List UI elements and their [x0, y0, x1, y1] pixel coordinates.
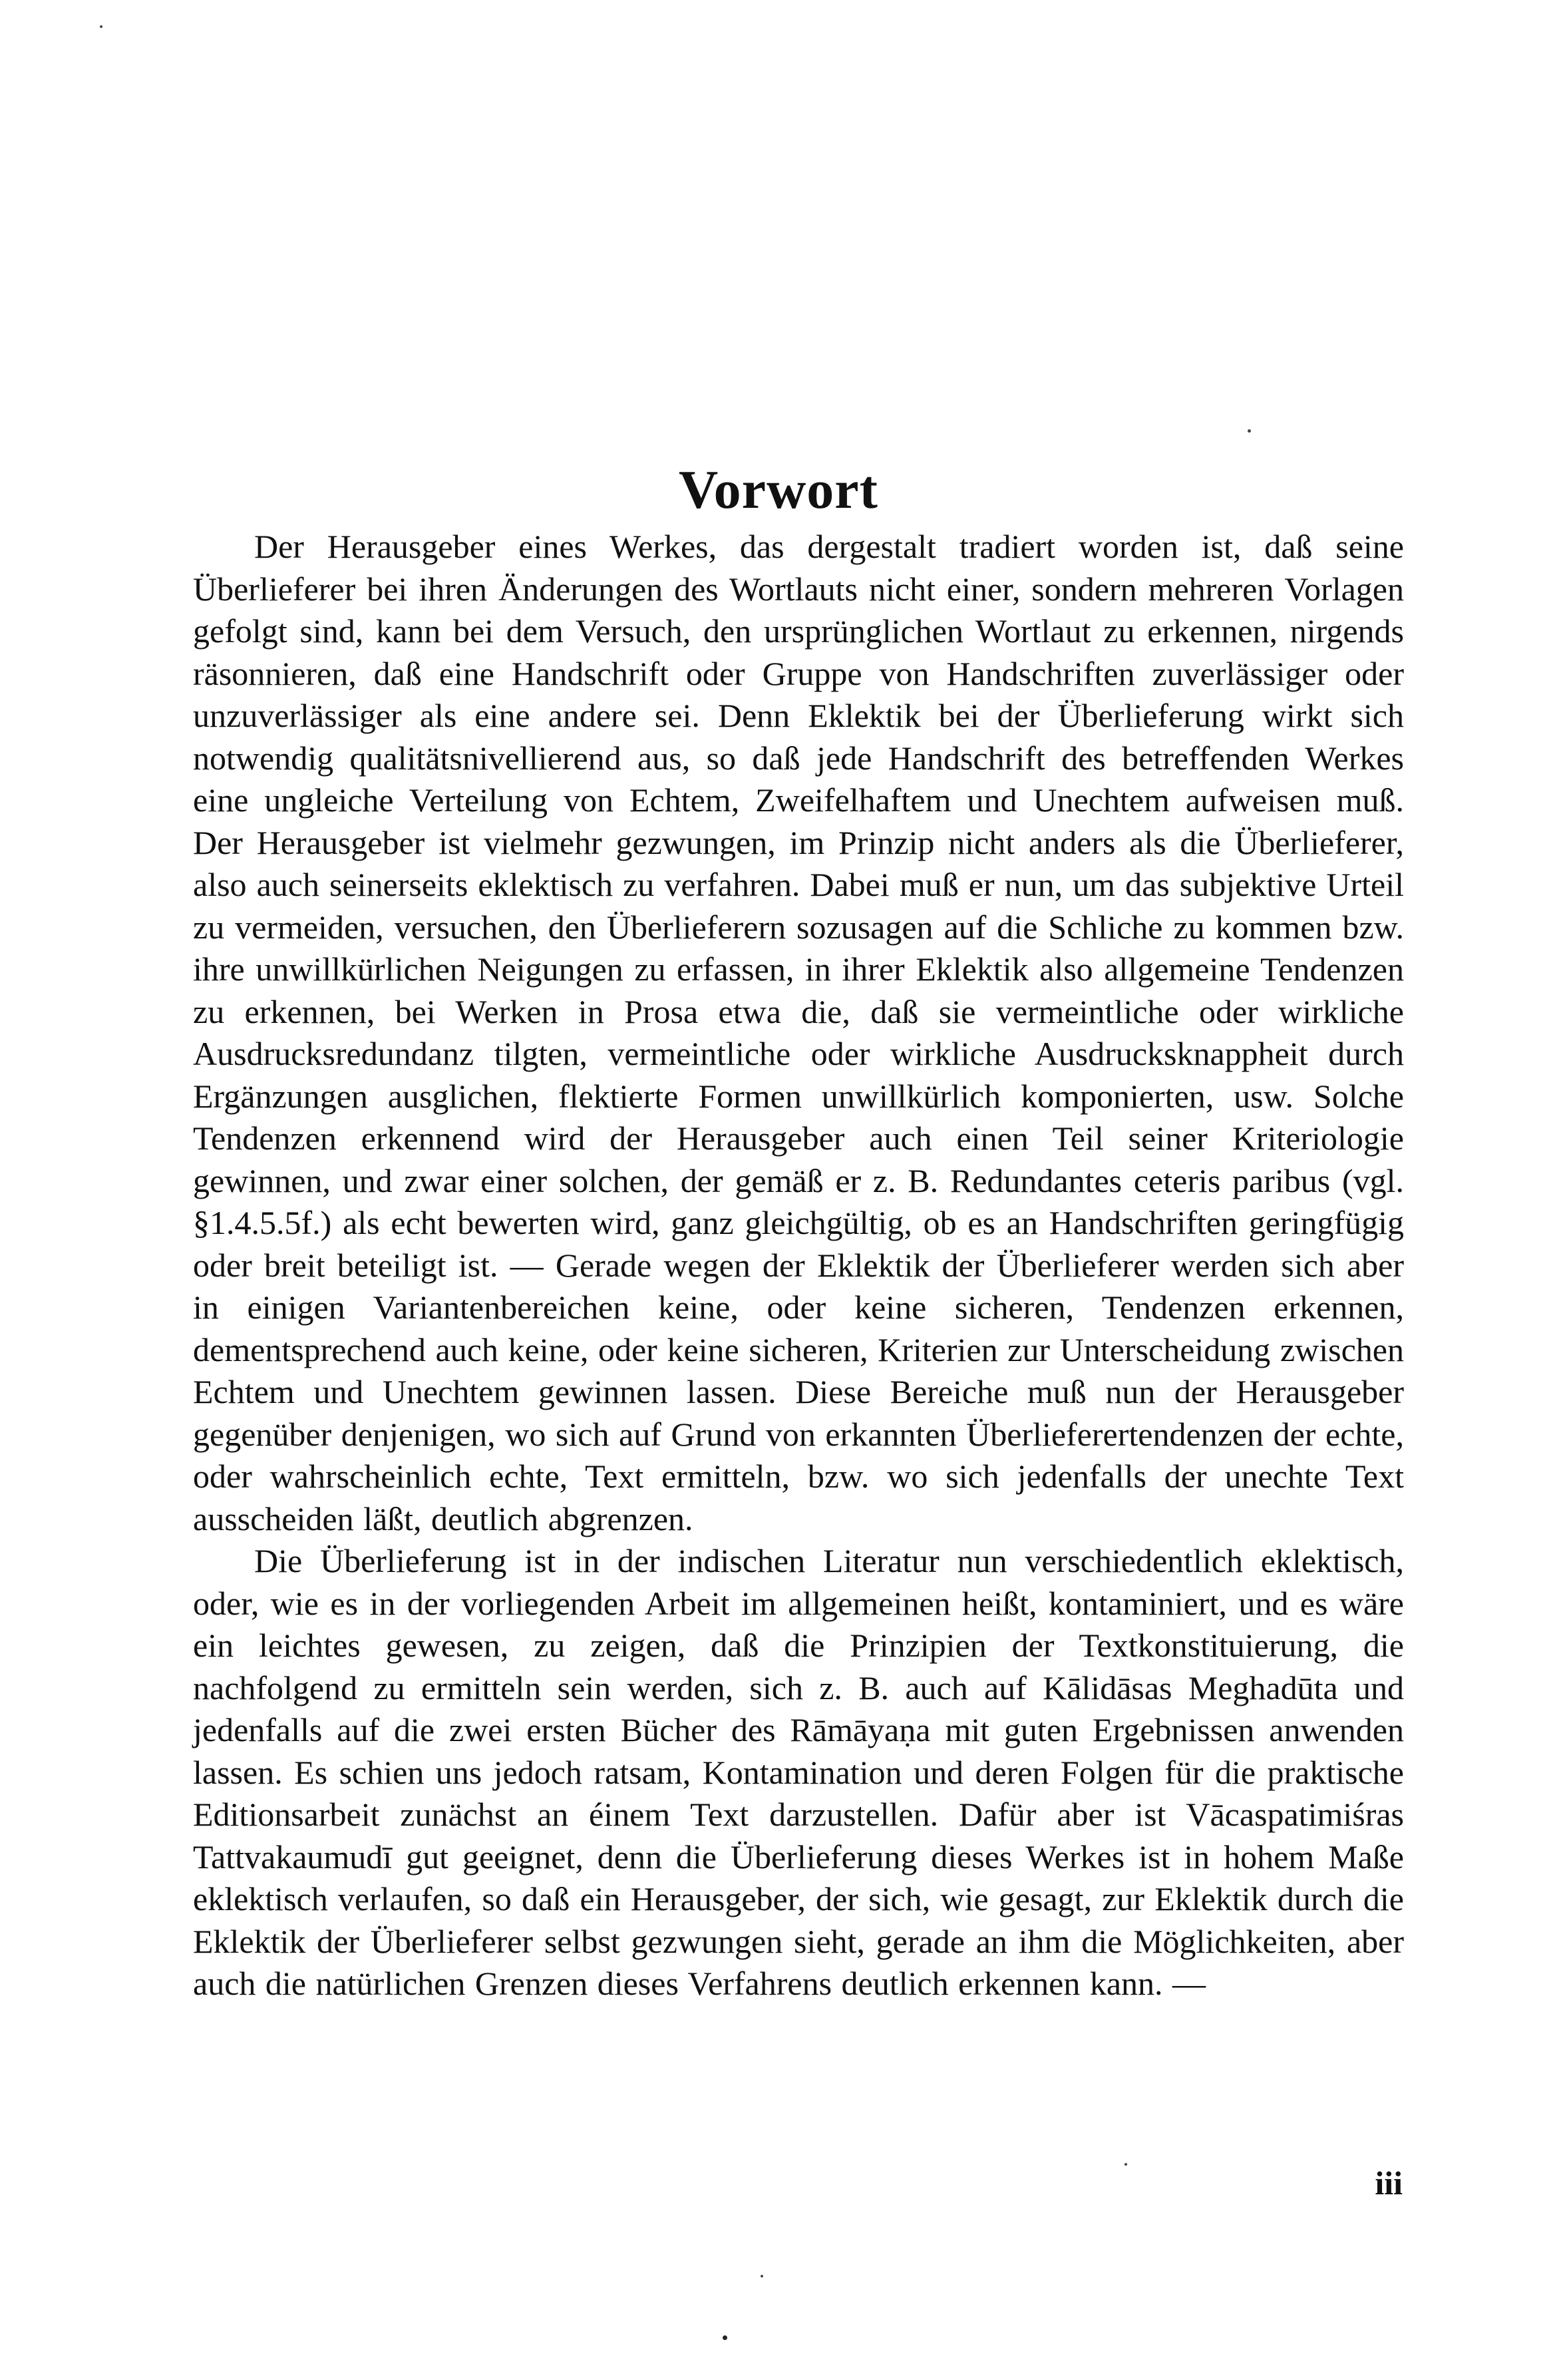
paragraph: Die Überlieferung ist in der indischen Literatur nun verschiedentlich eklektisch, oder, wie es in der vorliegenden Arbeit im allgemeinen heißt, kontaminiert, und es wäre ein leichtes gewesen, zu zeigen, daß die Prinzipien der Textkonstituierung, die nachfolgend zu ermitteln sein werden, sich z. B. auch auf Kālidāsas Meghadūta und jedenfalls auf die zwei ersten Bücher des Rāmāyaṇa mit guten Ergebnissen anwenden lassen. Es schien uns jedoch ratsam, Kontamination und deren Folgen für die praktische Editionsarbeit zunächst an éinem Text darzustellen. Dafür aber ist Vācaspatimiśras Tattvakaumudī gut geeignet, denn die Überlieferung dieses Werkes ist in hohem Maße eklektisch verlaufen, so daß ein Herausgeber, der sich, wie gesagt, zur Eklektik durch die Eklektik der Überlieferer selbst gezwungen sieht, gerade an ihm die Möglichkeiten, aber auch die natürlichen Grenzen dieses Verfahrens deutlich erkennen kann. —: [193, 1542, 1404, 2002]
paragraph: Der Herausgeber eines Werkes, das dergestalt tradiert worden ist, daß seine Überlieferer bei ihren Änderungen des Wortlauts nicht einer, sondern mehreren Vorlagen gefolgt sind, kann bei dem Versuch, den ursprünglichen Wortlaut zu erkennen, nirgends räsonnieren, daß eine Handschrift oder Gruppe von Handschriften zuverlässiger oder unzuverlässiger als eine andere sei. Denn Eklektik bei der Überlieferung wirkt sich notwendig qualitätsnivellierend aus, so daß jede Handschrift des betreffenden Werkes eine ungleiche Verteilung von Echtem, Zweifelhaftem und Unechtem aufweisen muß. Der Herausgeber ist vielmehr gezwungen, im Prinzip nicht anders als die Überlieferer, also auch seinerseits eklektisch zu verfahren. Dabei muß er nun, um das subjektive Urteil zu vermeiden, versuchen, den Überlieferern sozusagen auf die Schliche zu kommen bzw. ihre unwillkürlichen Neigungen zu erfassen, in ihrer Eklektik also allgemeine Tendenzen zu erkennen, bei Werken in Prosa etwa die, daß sie vermeintliche oder wirkliche Ausdrucksredundanz tilgten, vermeintliche oder wirkliche Ausdrucksknappheit durch Ergänzungen ausglichen, flektierte Formen unwillkürlich komponierten, usw. Solche Tendenzen erkennend wird der Herausgeber auch einen Teil seiner Kriteriologie gewinnen, und zwar einer solchen, der gemäß er z. B. Redundantes ceteris paribus (vgl. §1.4.5.5f.) als echt bewerten wird, ganz gleichgültig, ob es an Handschriften geringfügig oder breit beteiligt ist. — Gerade wegen der Eklektik der Überlieferer werden sich aber in einigen Variantenbereichen keine, oder keine sicheren, Tendenzen erkennen, dementsprechend auch keine, oder keine sicheren, Kriterien zur Unterscheidung zwischen Echtem und Unechtem gewinnen lassen. Diese Bereiche muß nun der Herausgeber gegenüber denjenigen, wo sich auf Grund von erkannten Überlieferertendenzen der echte, oder wahrscheinlich echte, Text ermitteln, bzw. wo sich jedenfalls der unechte Text ausscheiden läßt, deutlich abgrenzen.: [193, 528, 1404, 1537]
page-title: Vorwort: [678, 459, 878, 520]
scan-speck: [1248, 429, 1251, 433]
page-number: iii: [1375, 2164, 1403, 2202]
scan-speck: [723, 2335, 727, 2340]
scan-speck: [761, 2275, 763, 2278]
scan-speck: [1124, 2163, 1127, 2166]
scan-speck: [100, 25, 102, 28]
body-text: [193, 526, 1404, 2005]
